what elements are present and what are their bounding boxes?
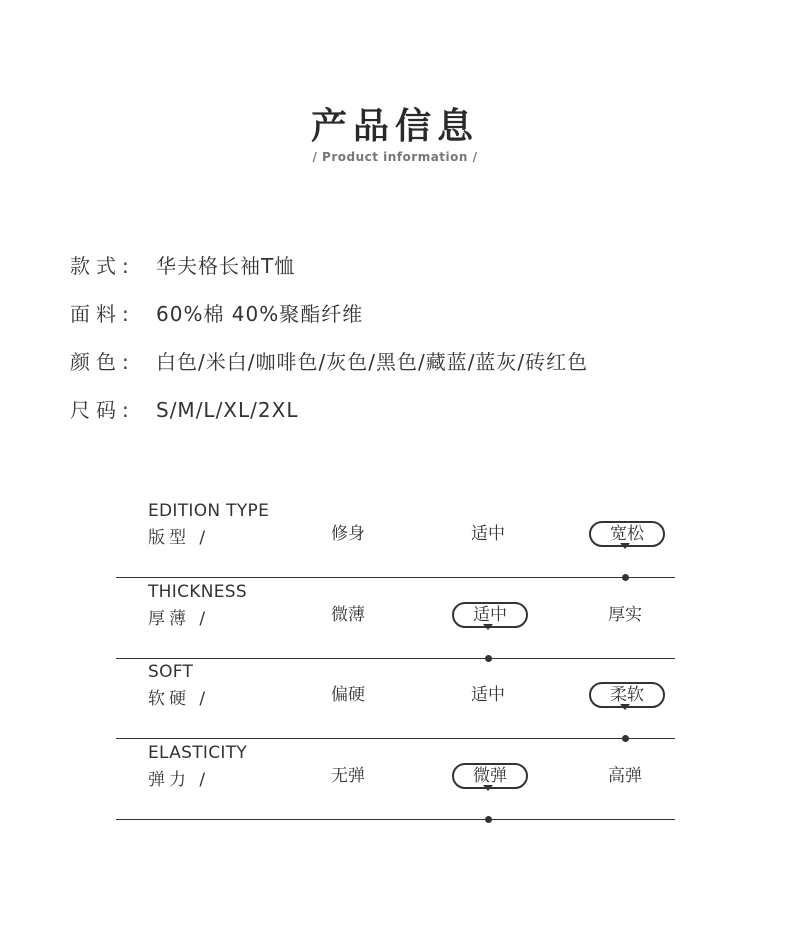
- info-row-color: [70, 346, 588, 375]
- attribute-row: [116, 658, 675, 739]
- pointer-triangle-icon: [620, 543, 630, 549]
- option: 无弹: [331, 766, 365, 786]
- info-label: 面料:: [70, 302, 135, 326]
- selected-option: 微弹: [452, 763, 528, 789]
- option: 适中: [471, 685, 505, 705]
- attribute-name-en: SOFT: [148, 662, 194, 682]
- option: 高弹: [608, 766, 642, 786]
- info-value: S/M/L/XL/2XL: [156, 398, 299, 422]
- option: 微薄: [331, 605, 365, 625]
- info-label: 尺码:: [70, 398, 135, 422]
- selection-dot-icon: [485, 816, 492, 823]
- info-row-style: [70, 250, 295, 279]
- page-title: 产品信息: [310, 106, 479, 147]
- page-subtitle: / Product information /: [312, 150, 478, 164]
- info-value: 白色/米白/咖啡色/灰色/黑色/藏蓝/蓝灰/砖红色: [156, 350, 589, 374]
- info-row-fabric: [70, 298, 363, 327]
- attribute-name-en: ELASTICITY: [148, 743, 248, 763]
- selected-option: 适中: [452, 602, 528, 628]
- option: 厚实: [608, 605, 642, 625]
- attribute-name-zh: 弹力 /: [148, 770, 210, 790]
- selected-option: 宽松: [589, 521, 665, 547]
- info-value: 60%棉 40%聚酯纤维: [156, 302, 364, 326]
- attribute-name-zh: 软硬 /: [148, 689, 210, 709]
- attribute-name-en: EDITION TYPE: [148, 501, 270, 521]
- option: 修身: [331, 524, 365, 544]
- attribute-row: [116, 578, 675, 659]
- attribute-name-zh: 厚薄 /: [148, 609, 210, 629]
- attribute-name-en: THICKNESS: [148, 582, 247, 602]
- pointer-triangle-icon: [483, 624, 493, 630]
- selected-option: 柔软: [589, 682, 665, 708]
- attribute-row: [116, 497, 675, 578]
- attribute-row: [116, 739, 675, 820]
- info-value: 华夫格长袖T恤: [156, 254, 296, 278]
- info-label: 颜色:: [70, 350, 135, 374]
- info-label: 款式:: [70, 254, 135, 278]
- info-row-size: [70, 394, 298, 423]
- pointer-triangle-icon: [483, 785, 493, 791]
- attribute-name-zh: 版型 /: [148, 528, 210, 548]
- pointer-triangle-icon: [620, 704, 630, 710]
- option: 偏硬: [331, 685, 365, 705]
- option: 适中: [471, 524, 505, 544]
